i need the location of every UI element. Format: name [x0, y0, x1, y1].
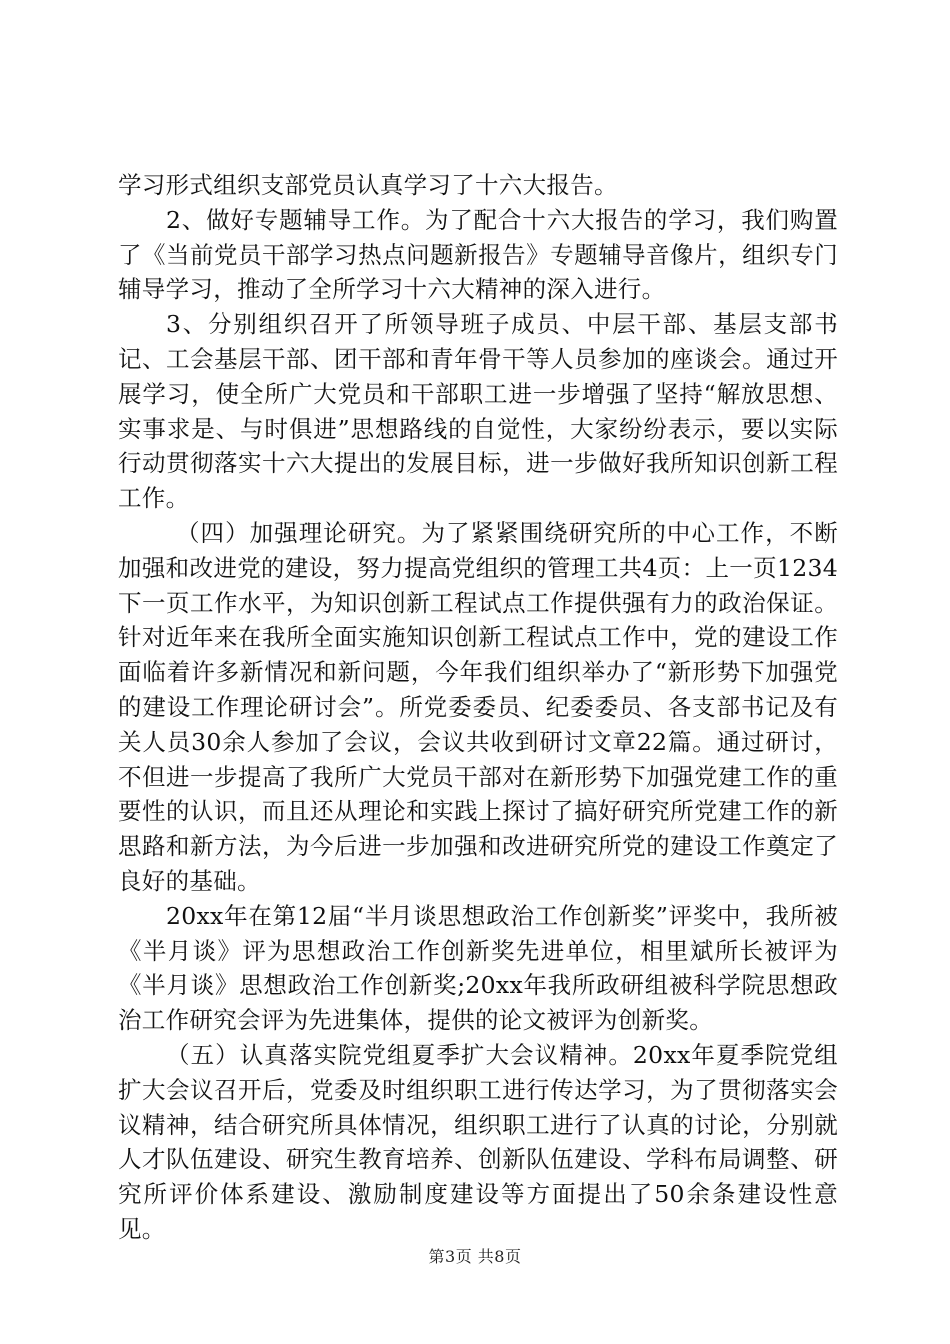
paragraph-5: 20xx年在第12届“半月谈思想政治工作创新奖”评奖中，我所被《半月谈》评为思想政治工作创新奖先进单位，相里斌所长被评为《半月谈》思想政治工作创新奖;20xx年我所政研组被科学院思想政治工作研究会评为先进集体，提供的论文被评为创新奖。	[118, 901, 838, 1035]
paragraph-3: 3、分别组织召开了所领导班子成员、中层干部、基层支部书记、工会基层干部、团干部和青年骨干等人员参加的座谈会。通过开展学习，使全所广大党员和干部职工进一步增强了坚持“解放思想、实事求是、与时俱进”思想路线的自觉性，大家纷纷表示，要以实际行动贯彻落实十六大提出的发展目标，进一步做好我所知识创新工程工作。	[118, 310, 838, 513]
document-body	[118, 168, 838, 1247]
paragraph-6: （五）认真落实院党组夏季扩大会议精神。20xx年夏季院党组扩大会议召开后，党委及时组织职工进行传达学习，为了贯彻落实会议精神，结合研究所具体情况，组织职工进行了认真的讨论，分别就人才队伍建设、研究生教育培养、创新队伍建设、学科布局调整、研究所评价体系建设、激励制度建设等方面提出了50余条建设性意见。	[118, 1040, 838, 1243]
paragraph-1: 学习形式组织支部党员认真学习了十六大报告。	[118, 171, 618, 199]
paragraph-4: （四）加强理论研究。为了紧紧围绕研究所的中心工作，不断加强和改进党的建设，努力提高党组织的管理工共4页：上一页1234下一页工作水平，为知识创新工程试点工作提供强有力的政治保证。针对近年来在我所全面实施知识创新工程试点工作中，党的建设工作面临着许多新情况和新问题，今年我们组织举办了“新形势下加强党的建设工作理论研讨会”。所党委委员、纪委委员、各支部书记及有关人员30余人参加了会议，会议共收到研讨文章22篇。通过研讨，不但进一步提高了我所广大党员干部对在新形势下加强党建工作的重要性的认识，而且还从理论和实践上探讨了搞好研究所党建工作的新思路和新方法，为今后进一步加强和改进研究所党的建设工作奠定了良好的基础。	[118, 518, 838, 895]
paragraph-2: 2、做好专题辅导工作。为了配合十六大报告的学习，我们购置了《当前党员干部学习热点问题新报告》专题辅导音像片，组织专门辅导学习，推动了全所学习十六大精神的深入进行。	[118, 205, 838, 304]
page-number-footer: 第3页 共8页	[428, 1247, 522, 1266]
